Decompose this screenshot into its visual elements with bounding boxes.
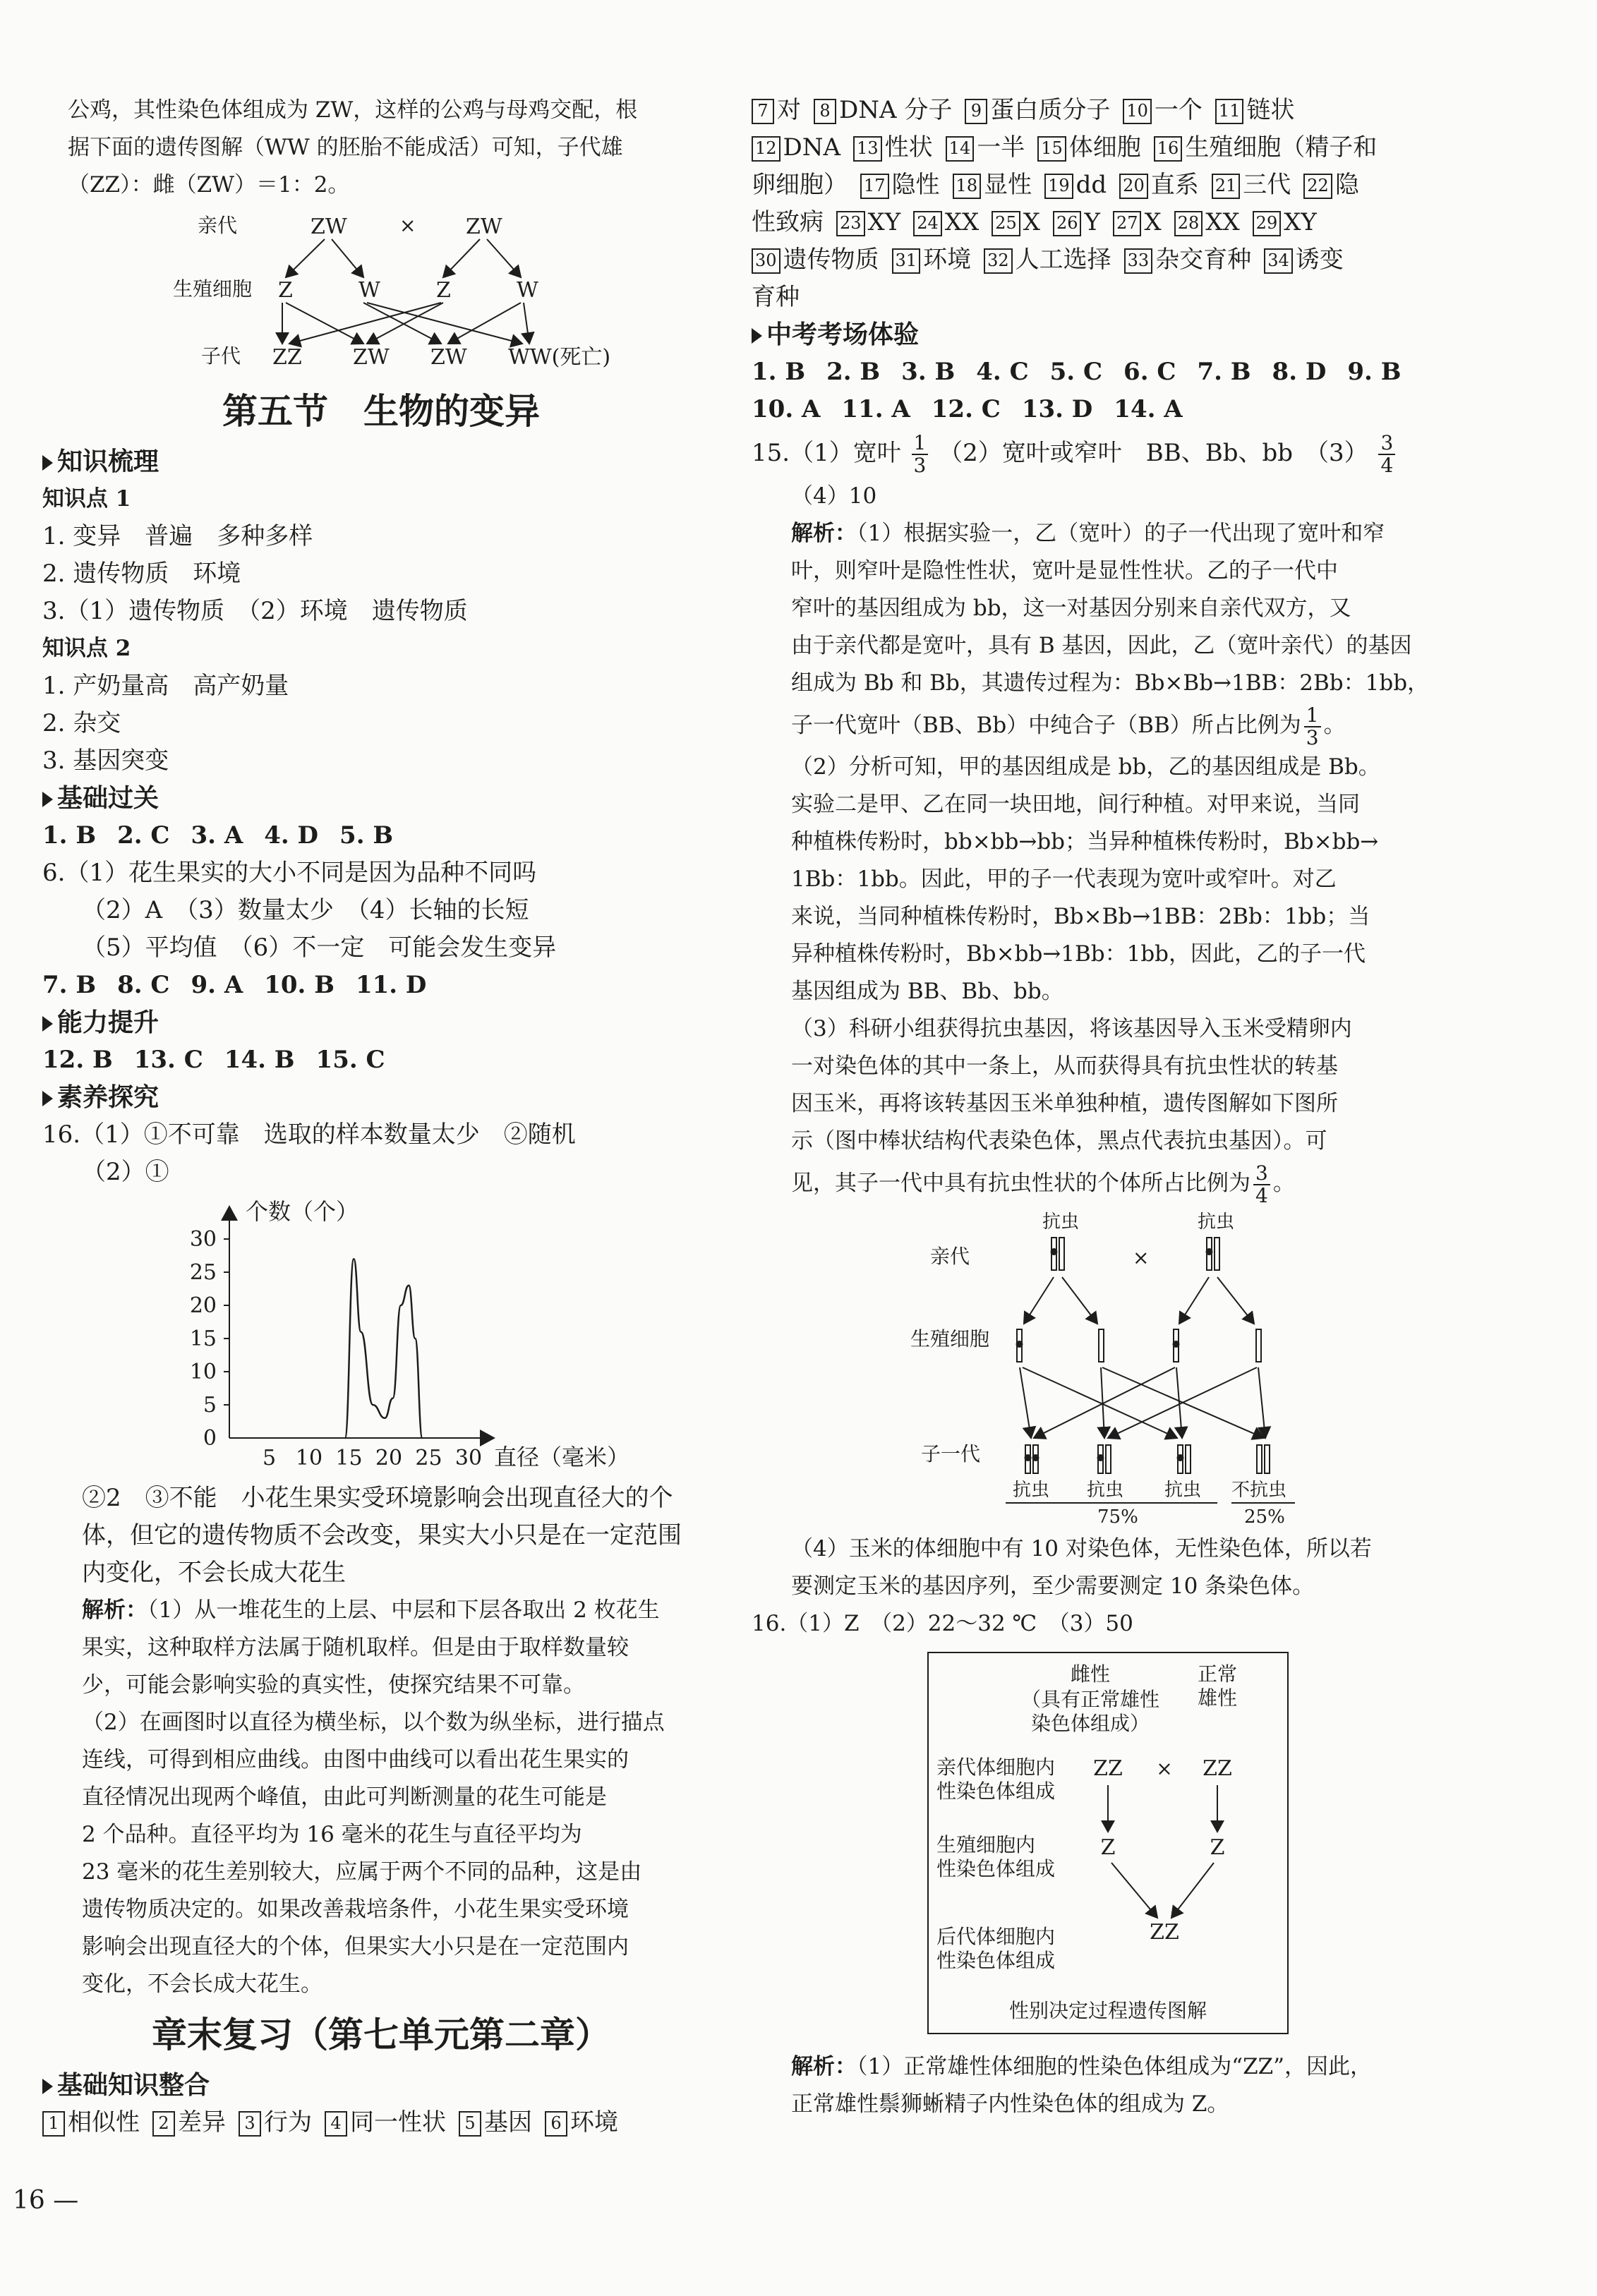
analysis-block xyxy=(42,1592,720,2003)
analysis-label: 解析： xyxy=(791,521,857,546)
child-1: ZZ xyxy=(272,345,302,370)
parent-zz-1: ZZ xyxy=(1093,1756,1123,1781)
triangle-bullet-icon xyxy=(42,792,53,807)
number-box: 4 xyxy=(325,2111,347,2137)
boxed-answer: 6 环境 xyxy=(545,2108,618,2137)
text-line: 解析：（1）根据实验一，乙（宽叶）的子一代出现了宽叶和窄 xyxy=(791,521,1385,546)
boxed-answer: 24 XX xyxy=(913,208,979,236)
kp2-label: 知识点 2 xyxy=(42,636,131,661)
page-number: 16 — xyxy=(13,2186,79,2215)
boxed-answer-row xyxy=(752,204,1429,241)
left-column xyxy=(42,92,720,2141)
number-box: 23 xyxy=(836,211,865,236)
triangle-bullet-icon xyxy=(42,455,53,471)
sex-determination-box xyxy=(752,1647,1429,2048)
number-box: 22 xyxy=(1303,174,1332,199)
parent-zz-2: ZZ xyxy=(1203,1756,1232,1781)
y-tick-label: 15 xyxy=(189,1327,217,1351)
answer-item: 2. B xyxy=(826,358,881,386)
x-tick-label: 10 xyxy=(295,1446,323,1470)
q16-line: 16.（1）①不可靠 选取的样本数量太少 ②随机 xyxy=(42,1120,576,1149)
text-line: 要测定玉米的基因序列，至少需要测定 10 条染色体。 xyxy=(791,1573,1315,1599)
y-tick-label: 10 xyxy=(189,1360,217,1384)
boxed-answer: 10 一个 xyxy=(1123,96,1203,124)
col2-line: 正常 xyxy=(1197,1662,1238,1686)
final-analysis xyxy=(752,2048,1429,2123)
boxed-answer: 卵细胞） xyxy=(752,171,848,199)
boxed-answer: 28 XX xyxy=(1174,208,1240,236)
q16-line: （2）① xyxy=(82,1158,169,1186)
x-axis-label: 直径（毫米） xyxy=(494,1444,630,1470)
col2-line: 雄性 xyxy=(1197,1686,1238,1710)
boxed-answer: 14 一半 xyxy=(946,133,1025,162)
number-box: 2 xyxy=(152,2111,175,2137)
gamete-z-2: Z xyxy=(1210,1835,1225,1860)
boxed-answer: 32 人工选择 xyxy=(984,246,1111,274)
text-line: 因玉米，再将该转基因玉米单独种植，遗传图解如下图所 xyxy=(791,1091,1338,1116)
number-box: 26 xyxy=(1053,211,1082,236)
gamete-z1: Z xyxy=(278,278,293,303)
number-box: 15 xyxy=(1037,136,1066,162)
kp1-label: 知识点 1 xyxy=(42,486,131,512)
fraction: $\frac{3}{4}$ xyxy=(1253,1163,1270,1207)
heading-integrate: 基础知识整合 xyxy=(42,2067,720,2104)
boxed-answer: 19 dd xyxy=(1044,171,1107,199)
x-tick-label: 25 xyxy=(415,1446,442,1470)
boxed-answer: 8 DNA 分子 xyxy=(814,96,952,124)
triangle-bullet-icon xyxy=(752,328,762,344)
boxed-answer: 18 显性 xyxy=(953,171,1032,199)
analysis-q4 xyxy=(752,1530,1429,1605)
boxed-answer: 23 XY xyxy=(836,208,900,236)
text-line: 叶，则窄叶是隐性性状，宽叶是显性性状。乙的子一代中 xyxy=(791,558,1338,584)
text-line: （2）分析可知，甲的基因组成是 bb，乙的基因组成是 Bb。 xyxy=(791,754,1380,780)
number-box: 7 xyxy=(752,99,774,124)
ratio-right: 25% xyxy=(1244,1506,1285,1524)
label-gamete: 生殖细胞 xyxy=(910,1327,990,1351)
answer-row: 7. B 8. C 9. A 10. B 11. D xyxy=(42,971,427,999)
number-box: 19 xyxy=(1044,174,1073,199)
number-box: 13 xyxy=(853,136,882,162)
boxed-answer: 30 遗传物质 xyxy=(752,246,879,274)
parent-1: ZW xyxy=(311,215,347,239)
cross-sign: × xyxy=(399,214,416,237)
number-box: 1 xyxy=(42,2111,65,2137)
label-child: 子代 xyxy=(201,344,241,368)
number-box: 31 xyxy=(892,248,921,274)
x-tick-label: 15 xyxy=(335,1446,363,1470)
boxed-answer: 26 Y xyxy=(1053,208,1100,236)
cross-sign: × xyxy=(1156,1757,1173,1780)
zw-inheritance-diagram xyxy=(42,204,720,380)
q6-line: 6.（1）花生果实的大小不同是因为品种不同吗 xyxy=(42,859,537,887)
boxed-answer-row xyxy=(752,167,1429,204)
child-label: 不抗虫 xyxy=(1231,1480,1287,1501)
boxed-answer: 16 生殖细胞（精子和 xyxy=(1154,133,1378,162)
boxed-answer: 25 X xyxy=(992,208,1040,236)
text-line: 一对染色体的其中一条上，从而获得具有抗虫性状的转基 xyxy=(791,1053,1338,1079)
q15-line: （4）10 xyxy=(791,483,877,509)
sex-box-arrows xyxy=(1108,1785,1217,1918)
row1-label: 性染色体组成 xyxy=(936,1780,1056,1803)
corn-arrows xyxy=(1020,1277,1265,1438)
boxed-answer: 育种 xyxy=(752,283,800,311)
zw-diagram-svg xyxy=(42,204,720,373)
gamete-w1: W xyxy=(358,278,380,303)
row3-label: 后代体细胞内 xyxy=(936,1925,1056,1948)
text-line: 影响会出现直径大的个体，但果实大小只是在一定范围内 xyxy=(82,1934,629,1959)
heading-exam: 中考考场体验 xyxy=(752,316,1429,354)
kp1-item: 3.（1）遗传物质 （2）环境 遗传物质 xyxy=(42,597,468,625)
answer-item: 8. D xyxy=(1272,358,1327,386)
parent-2: ZW xyxy=(466,215,502,239)
boxed-answer: 27 X xyxy=(1113,208,1162,236)
number-box: 20 xyxy=(1119,174,1148,199)
text-line: （2）在画图时以直径为横坐标，以个数为纵坐标，进行描点 xyxy=(82,1710,665,1735)
boxed-answer: 17 隐性 xyxy=(860,171,940,199)
text-line: 变化，不会长成大花生。 xyxy=(82,1971,323,1997)
y-tick-label: 30 xyxy=(189,1227,217,1252)
heading-explore: 素养探究 xyxy=(42,1079,720,1116)
number-box: 34 xyxy=(1264,248,1293,274)
corn-inheritance-diagram xyxy=(752,1207,1429,1530)
text-line: 窄叶的基因组成为 bb，这一对基因分别来自亲代双方，又 xyxy=(791,596,1351,621)
q6-line: （5）平均值 （6）不一定 可能会发生变异 xyxy=(82,933,557,962)
corn-diagram-svg xyxy=(752,1207,1429,1524)
boxed-answer-row xyxy=(752,129,1429,167)
answer-item: 9. B xyxy=(1347,358,1402,386)
answer-item: 13. D xyxy=(1021,395,1093,423)
y-tick-label: 20 xyxy=(189,1293,217,1318)
answer-item: 11. A xyxy=(841,395,910,423)
y-tick-label: 25 xyxy=(189,1260,217,1285)
peanut-chart xyxy=(42,1191,720,1480)
analysis-label: 解析： xyxy=(791,2054,857,2079)
sex-box-svg xyxy=(752,1647,1429,2042)
text-line: 体，但它的遗传物质不会改变，果实大小只是在一定范围 xyxy=(82,1521,682,1549)
text-line: 23 毫米的花生差别较大，应属于两个不同的品种，这是由 xyxy=(82,1859,642,1885)
boxed-answer: 20 直系 xyxy=(1119,171,1199,199)
boxed-answer: 22 隐 xyxy=(1303,171,1359,199)
col1-line: 染色体组成） xyxy=(1030,1712,1150,1735)
q15-line: 15.（1）宽叶 $\frac{1}{3}$ （2）宽叶或窄叶 BB、Bb、bb （3） $\frac{3}{4}$ xyxy=(752,428,1429,478)
number-box: 21 xyxy=(1212,174,1241,199)
kp2-item: 1. 产奶量高 高产奶量 xyxy=(42,672,289,700)
boxed-answer-row xyxy=(42,2104,720,2141)
number-box: 6 xyxy=(545,2111,567,2137)
child-label: 抗虫 xyxy=(1164,1480,1202,1501)
text-line: （4）玉米的体细胞中有 10 对染色体，无性染色体，所以若 xyxy=(791,1536,1372,1561)
boxed-answer: 4 同一性状 xyxy=(325,2108,446,2137)
text-line: 解析：（1）从一堆花生的上层、中层和下层各取出 2 枚花生 xyxy=(82,1597,660,1623)
number-box: 25 xyxy=(992,211,1020,236)
answer-row xyxy=(752,391,1429,428)
boxed-answer-row xyxy=(752,279,1429,316)
section-title: 第五节 生物的变异 xyxy=(222,391,540,432)
number-box: 10 xyxy=(1123,99,1152,124)
text-line: 种植株传粉时，bb×bb→bb；当异种植株传粉时，Bb×bb→ xyxy=(791,829,1379,854)
text-line: 正常雄性鬃狮蜥精子内性染色体的组成为 Z。 xyxy=(791,2091,1229,2117)
label-child: 子一代 xyxy=(921,1442,981,1466)
boxed-answer: 13 性状 xyxy=(853,133,933,162)
answer-item: 6. C xyxy=(1123,358,1176,386)
text-line: 来说，当同种植株传粉时，Bb×Bb→1BB：2Bb：1bb；当 xyxy=(791,904,1370,929)
boxed-answer: 2 差异 xyxy=(152,2108,226,2137)
analysis-block xyxy=(752,515,1429,1207)
text-line: 组成为 Bb 和 Bb，其遗传过程为：Bb×Bb→1BB：2Bb：1bb， xyxy=(791,670,1430,696)
text-line: （ZZ）：雌（ZW）＝1：2。 xyxy=(68,172,350,198)
row2-label: 性染色体组成 xyxy=(936,1857,1056,1880)
intro-paragraph xyxy=(42,92,720,204)
chromosomes xyxy=(1017,1238,1270,1473)
text-line: 实验二是甲、乙在同一块田地，间行种植。对甲来说，当同 xyxy=(791,792,1360,817)
number-box: 28 xyxy=(1174,211,1203,236)
col1-line: 雌性 xyxy=(1070,1662,1111,1686)
answer-item: 3. B xyxy=(901,358,956,386)
text-line: 果实，这种取样方法属于随机取样。但是由于取样数量较 xyxy=(82,1635,629,1660)
answer-row: 1. B 2. C 3. A 4. D 5. B xyxy=(42,821,394,850)
x-tick-label: 20 xyxy=(375,1446,403,1470)
row3-label: 性染色体组成 xyxy=(936,1949,1056,1972)
number-box: 29 xyxy=(1253,211,1282,236)
text-line: 见，其子一代中具有抗虫性状的个体所占比例为 $\frac{3}{4}$ 。 xyxy=(791,1161,1295,1207)
boxed-answer: 9 蛋白质分子 xyxy=(965,96,1110,124)
text-line: 基因组成为 BB、Bb、bb。 xyxy=(791,979,1063,1004)
answer-item: 1. B xyxy=(752,358,806,386)
kp1-item: 2. 遗传物质 环境 xyxy=(42,560,241,588)
heading-knowledge: 知识梳理 xyxy=(42,443,720,481)
gamete-w2: W xyxy=(517,278,538,303)
text-line: 示（图中棒状结构代表染色体，黑点代表抗虫基因）。可 xyxy=(791,1128,1327,1154)
resistance-genes xyxy=(1016,1248,1213,1461)
top-right-label: 抗虫 xyxy=(1198,1212,1235,1233)
text-line: 解析：（1）正常雄性体细胞的性染色体组成为“ZZ”，因此， xyxy=(791,2054,1372,2079)
boxed-answer: 11 链状 xyxy=(1215,96,1295,124)
ratio-left: 75% xyxy=(1097,1506,1138,1524)
number-box: 16 xyxy=(1154,136,1183,162)
boxed-answer: 3 行为 xyxy=(239,2108,312,2137)
answer-item: 14. A xyxy=(1114,395,1183,423)
data-curve xyxy=(345,1259,423,1438)
number-box: 17 xyxy=(860,174,889,199)
boxed-answer: 34 诱变 xyxy=(1264,246,1344,274)
boxed-answer: 33 杂交育种 xyxy=(1124,246,1252,274)
number-box: 32 xyxy=(984,248,1013,274)
q16-answer: 16.（1）Z （2）22～32 ℃ （3）50 xyxy=(752,1611,1133,1636)
child-4: WW(死亡) xyxy=(508,345,611,370)
cross-sign: × xyxy=(1133,1246,1150,1269)
kp2-item: 3. 基因突变 xyxy=(42,747,169,775)
fraction: $\frac{3}{4}$ xyxy=(1378,433,1395,476)
boxed-answer-row xyxy=(752,241,1429,279)
text-line: 1Bb：1bb。因此，甲的子一代表现为宽叶或窄叶。对乙 xyxy=(791,866,1337,892)
answer-item: 4. C xyxy=(976,358,1029,386)
chapter-title: 章末复习（第七单元第二章） xyxy=(152,2014,610,2055)
number-box: 9 xyxy=(965,99,987,124)
number-box: 3 xyxy=(239,2111,261,2137)
peanut-chart-svg xyxy=(42,1191,720,1473)
number-box: 24 xyxy=(913,211,942,236)
number-box: 12 xyxy=(752,136,781,162)
label-gamete: 生殖细胞 xyxy=(173,277,253,301)
text-line: 子一代宽叶（BB、Bb）中纯合子（BB）所占比例为 $\frac{1}{3}$ 。 xyxy=(791,703,1346,749)
kp2-item: 2. 杂交 xyxy=(42,709,121,737)
text-line: 由于亲代都是宽叶，具有 B 基因，因此，乙（宽叶亲代）的基因 xyxy=(791,633,1412,658)
row1-label: 亲代体细胞内 xyxy=(936,1756,1056,1779)
boxed-answer: 29 XY xyxy=(1253,208,1317,236)
kp1-item: 1. 变异 普遍 多种多样 xyxy=(42,522,313,550)
boxed-answer-block xyxy=(752,92,1429,316)
fraction: $\frac{1}{3}$ xyxy=(1304,705,1321,749)
heading-basic: 基础过关 xyxy=(42,780,720,817)
text-line: 异种植株传粉时，Bb×bb→1Bb：1bb，因此，乙的子一代 xyxy=(791,941,1366,967)
answer-item: 7. B xyxy=(1197,358,1251,386)
x-tick-label: 5 xyxy=(262,1446,277,1470)
triangle-bullet-icon xyxy=(42,2079,53,2094)
text-line: ②2 ③不能 小花生果实受环境影响会出现直径大的个 xyxy=(82,1484,673,1512)
offspring-zz: ZZ xyxy=(1150,1920,1179,1945)
number-box: 8 xyxy=(814,99,836,124)
answer-row: 12. B 13. C 14. B 15. C xyxy=(42,1046,385,1074)
answer-item: 5. C xyxy=(1049,358,1103,386)
text-line: （3）科研小组获得抗虫基因，将该基因导入玉米受精卵内 xyxy=(791,1016,1352,1041)
boxed-answer: 5 基因 xyxy=(459,2108,532,2137)
y-tick-label: 5 xyxy=(203,1393,217,1418)
label-parent: 亲代 xyxy=(930,1245,970,1268)
analysis-label: 解析： xyxy=(82,1597,147,1623)
x-tick-label: 30 xyxy=(454,1446,483,1470)
boxed-answer: 21 三代 xyxy=(1212,171,1291,199)
boxed-answer: 性致病 xyxy=(752,208,824,236)
number-box: 30 xyxy=(752,248,781,274)
text-line: 2 个品种。直径平均为 16 毫米的花生与直径平均为 xyxy=(82,1822,582,1847)
child-3: ZW xyxy=(430,345,467,370)
box-caption: 性别决定过程遗传图解 xyxy=(1008,1999,1207,2022)
number-box: 33 xyxy=(1124,248,1153,274)
row2-label: 生殖细胞内 xyxy=(936,1833,1036,1856)
boxed-answer: 7 对 xyxy=(752,96,801,124)
answer-item: 10. A xyxy=(752,395,821,423)
y-tick-label: 0 xyxy=(203,1426,217,1451)
number-box: 14 xyxy=(946,136,975,162)
boxed-answer: 15 体细胞 xyxy=(1037,133,1141,162)
gamete-z2: Z xyxy=(436,278,451,303)
answer-item: 12. C xyxy=(931,395,1001,423)
answer-row xyxy=(752,354,1429,391)
label-parent: 亲代 xyxy=(198,214,238,237)
child-2: ZW xyxy=(353,345,390,370)
text-line: 内变化，不会长成大花生 xyxy=(82,1559,346,1587)
text-line: 连线，可得到相应曲线。由图中曲线可以看出花生果实的 xyxy=(82,1747,629,1772)
text-line: 直径情况出现两个峰值，由此可判断测量的花生可能是 xyxy=(82,1784,607,1810)
text-line: 遗传物质决定的。如果改善栽培条件，小花生果实受环境 xyxy=(82,1897,629,1922)
triangle-bullet-icon xyxy=(42,1091,53,1106)
text-line: 据下面的遗传图解（WW 的胚胎不能成活）可知，子代雄 xyxy=(68,135,623,160)
text-line: 少，可能会影响实验的真实性，使探究结果不可靠。 xyxy=(82,1672,585,1698)
child-label: 抗虫 xyxy=(1013,1480,1050,1501)
y-axis-label: 个数（个） xyxy=(246,1198,359,1225)
fraction: $\frac{1}{3}$ xyxy=(912,433,929,476)
boxed-answer: 1 相似性 xyxy=(42,2108,140,2137)
number-box: 5 xyxy=(459,2111,481,2137)
col1-line: （具有正常雄性 xyxy=(1020,1688,1160,1711)
gamete-z-1: Z xyxy=(1100,1835,1116,1860)
boxed-answer: 31 环境 xyxy=(892,246,972,274)
q6-line: （2）A （3）数量太少 （4）长轴的长短 xyxy=(82,896,529,924)
number-box: 18 xyxy=(953,174,982,199)
number-box: 11 xyxy=(1215,99,1244,124)
top-left-label: 抗虫 xyxy=(1042,1212,1080,1233)
q16-continued xyxy=(42,1480,720,1592)
child-label: 抗虫 xyxy=(1087,1480,1124,1501)
triangle-bullet-icon xyxy=(42,1016,53,1032)
boxed-answer: 12 DNA xyxy=(752,133,840,162)
heading-ability: 能力提升 xyxy=(42,1004,720,1041)
right-column xyxy=(752,92,1429,2123)
boxed-answer-row xyxy=(752,92,1429,129)
zw-arrows xyxy=(282,239,529,344)
text-line: 公鸡，其性染色体组成为 ZW，这样的公鸡与母鸡交配，根 xyxy=(68,97,638,123)
number-box: 27 xyxy=(1113,211,1142,236)
